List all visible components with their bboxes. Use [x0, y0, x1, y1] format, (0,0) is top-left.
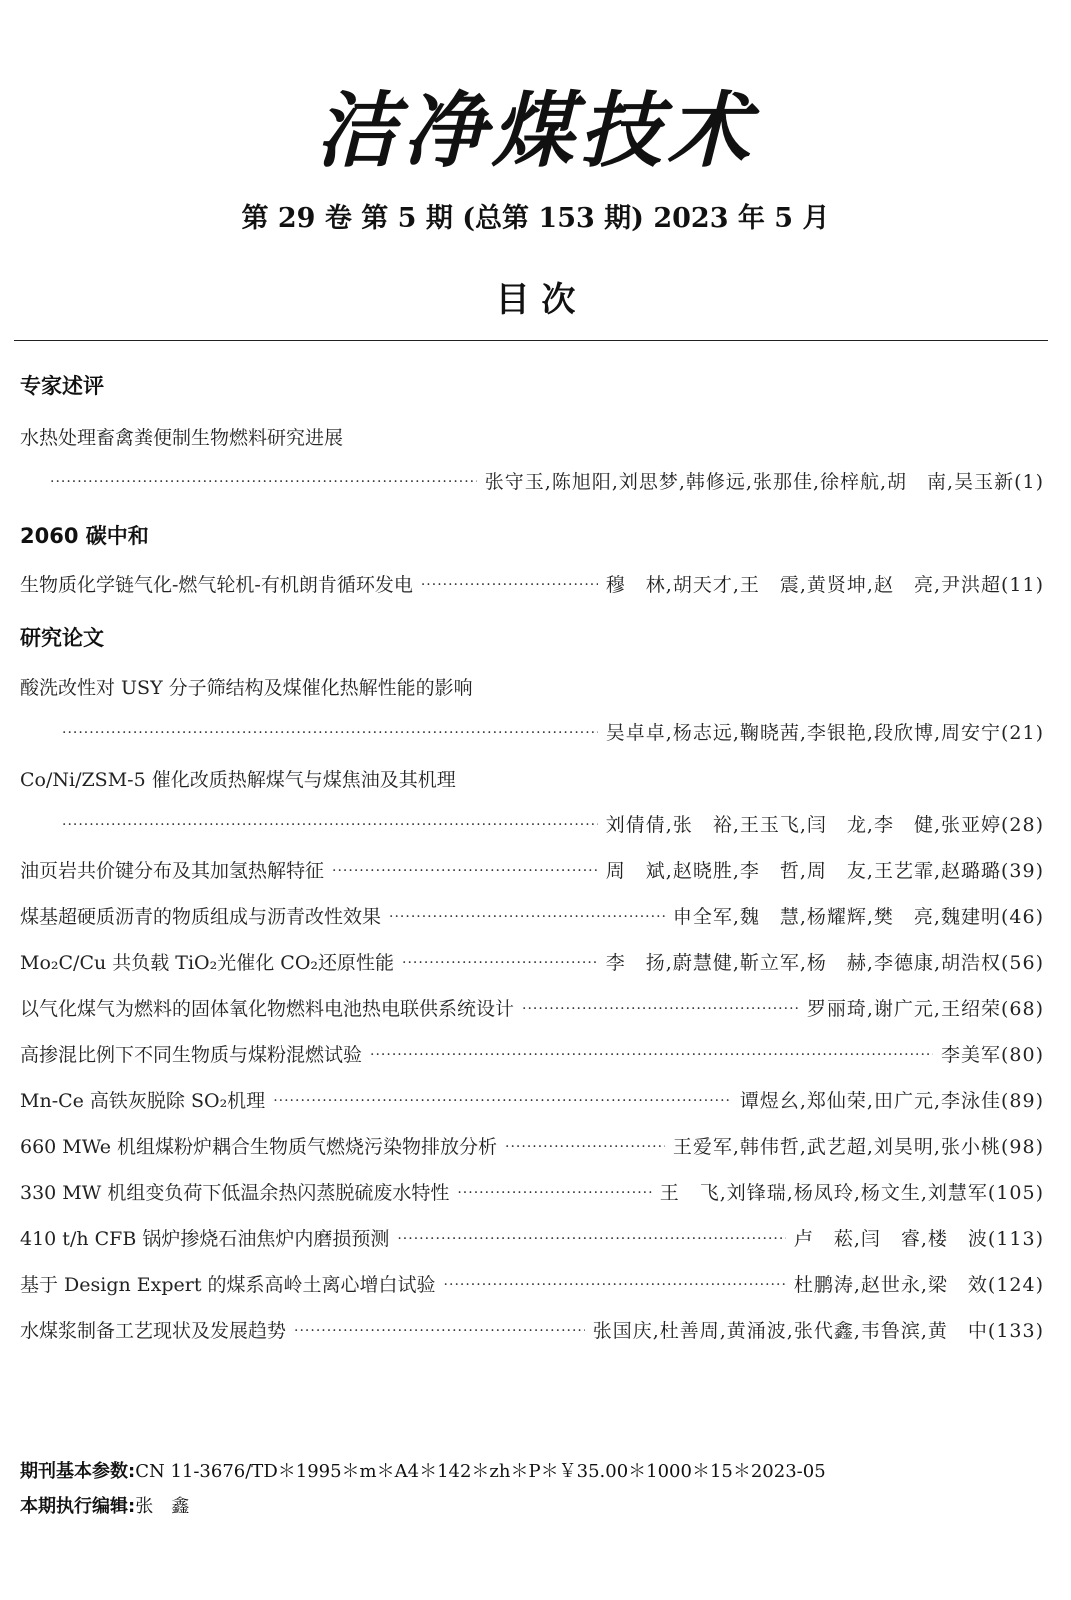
leader-dots [389, 909, 665, 925]
toc-entry-authors: 穆 林,胡天才,王 震,黄贤坤,赵 亮,尹洪超 [605, 574, 1001, 596]
toc-entry[interactable] [20, 902, 1044, 930]
toc-entry-title: Mn-Ce 高铁灰脱除 SO₂机理 [20, 1090, 266, 1112]
toc-entry-title: 660 MWe 机组煤粉炉耦合生物质气燃烧污染物排放分析 [20, 1136, 498, 1158]
leader-dots [62, 725, 598, 741]
leader-dots [370, 1047, 933, 1063]
toc-entry-page: (56) [1000, 952, 1044, 974]
toc-entry-authors: 杜鹏涛,赵世永,梁 效 [793, 1274, 988, 1296]
toc-entry[interactable] [20, 1040, 1044, 1068]
toc-entry-authors: 刘倩倩,张 裕,王玉飞,闫 龙,李 健,张亚婷 [605, 814, 1001, 836]
toc-title: 目 次 [495, 280, 576, 320]
leader-dots [505, 1139, 665, 1155]
toc-entry-page: (28) [1000, 814, 1044, 836]
leader-dots [50, 474, 477, 490]
toc-entry-page: (46) [1000, 906, 1044, 928]
leader-dots [62, 817, 598, 833]
issue-line: 第 29 卷 第 5 期 (总第 153 期) 2023 年 5 月 [241, 203, 830, 234]
executive-editor [20, 1492, 189, 1518]
toc-entry-title: Mo₂C/Cu 共负载 TiO₂光催化 CO₂还原性能 [20, 952, 395, 974]
toc-entry-page: (21) [1000, 722, 1044, 744]
toc-entry-title[interactable]: Co/Ni/ZSM-5 催化改质热解煤气与煤焦油及其机理 [20, 769, 456, 791]
toc-entry-page: (105) [987, 1182, 1044, 1204]
toc-entry[interactable] [20, 1224, 1044, 1252]
toc-entry-authors: 李美军 [940, 1044, 1001, 1066]
toc-entry[interactable] [20, 1178, 1044, 1206]
executive-editor-value: 张 鑫 [135, 1496, 190, 1517]
leader-dots [444, 1277, 786, 1293]
toc-entry-title: 高掺混比例下不同生物质与煤粉混燃试验 [20, 1044, 363, 1066]
toc-entry-authors: 吴卓卓,杨志远,鞠晓茜,李银艳,段欣博,周安宁 [605, 722, 1001, 744]
toc-entry-title[interactable]: 酸洗改性对 USY 分子筛结构及煤催化热解性能的影响 [20, 677, 473, 699]
toc-entry-page: (124) [987, 1274, 1044, 1296]
toc-entry-authors: 周 斌,赵晓胜,李 哲,周 友,王艺霏,赵璐璐 [605, 860, 1001, 882]
toc-entry[interactable] [50, 467, 1044, 495]
journal-title: 洁净煤技术 [315, 83, 756, 179]
toc-entry-title: 以气化煤气为燃料的固体氧化物燃料电池热电联供系统设计 [20, 998, 515, 1020]
leader-dots [421, 577, 598, 593]
toc-entry-title: 水煤浆制备工艺现状及发展趋势 [20, 1320, 287, 1342]
toc-entry[interactable] [50, 718, 1044, 746]
toc-entry-title: 410 t/h CFB 锅炉掺烧石油焦炉内磨损预测 [20, 1228, 390, 1250]
toc-entry-page: (133) [987, 1320, 1044, 1342]
toc-entry-authors: 申全军,魏 慧,杨耀辉,樊 亮,魏建明 [672, 906, 1001, 928]
toc-entry-title: 生物质化学链气化-燃气轮机-有机朗肯循环发电 [20, 574, 413, 596]
toc-entry-title[interactable]: 水热处理畜禽粪便制生物燃料研究进展 [20, 427, 344, 449]
toc-entry[interactable] [20, 948, 1044, 976]
toc-entry-title: 油页岩共价键分布及其加氢热解特征 [20, 860, 325, 882]
executive-editor-label: 本期执行编辑: [20, 1496, 136, 1517]
leader-dots [273, 1093, 732, 1109]
toc-entry-authors: 张国庆,杜善周,黄涌波,张代鑫,韦鲁滨,黄 中 [592, 1320, 988, 1342]
toc-entry-authors: 王 飞,刘锋瑞,杨凤玲,杨文生,刘慧军 [659, 1182, 988, 1204]
toc-entry[interactable] [20, 856, 1044, 884]
toc-entry-authors: 王爱军,韩伟哲,武艺超,刘昊明,张小桃 [672, 1136, 1001, 1158]
toc-entry-page: (113) [987, 1228, 1044, 1250]
leader-dots [457, 1185, 651, 1201]
toc-entry[interactable] [20, 1270, 1044, 1298]
toc-entry-page: (11) [1000, 574, 1044, 596]
section-heading: 研究论文 [20, 626, 104, 650]
toc-entry-page: (98) [1000, 1136, 1044, 1158]
journal-parameters-label: 期刊基本参数: [20, 1461, 136, 1482]
toc-entry-title: 基于 Design Expert 的煤系高岭土离心增白试验 [20, 1274, 436, 1296]
toc-entry-page: (80) [1000, 1044, 1044, 1066]
section-heading: 2060 碳中和 [20, 524, 149, 548]
toc-entry-title: 煤基超硬质沥青的物质组成与沥青改性效果 [20, 906, 382, 928]
toc-entry[interactable] [20, 994, 1044, 1022]
leader-dots [397, 1231, 785, 1247]
toc-entry-page: (68) [1000, 998, 1044, 1020]
leader-dots [294, 1323, 585, 1339]
toc-entry-authors: 张守玉,陈旭阳,刘思梦,韩修远,张那佳,徐梓航,胡 南,吴玉新 [484, 471, 1015, 493]
toc-entry-authors: 李 扬,蔚慧健,靳立军,杨 赫,李德康,胡浩权 [605, 952, 1001, 974]
toc-entry[interactable] [20, 1132, 1044, 1160]
leader-dots [402, 955, 598, 971]
header-divider [14, 340, 1048, 341]
journal-parameters [20, 1457, 826, 1483]
toc-entry[interactable] [20, 1316, 1044, 1344]
toc-entry-authors: 谭煜幺,郑仙荣,田广元,李泳佳 [739, 1090, 1001, 1112]
toc-entry-page: (1) [1014, 471, 1044, 493]
toc-entry-title: 330 MW 机组变负荷下低温余热闪蒸脱硫废水特性 [20, 1182, 450, 1204]
toc-entry-authors: 罗丽琦,谢广元,王绍荣 [806, 998, 1001, 1020]
leader-dots [332, 863, 598, 879]
toc-entry[interactable] [20, 570, 1044, 598]
leader-dots [522, 1001, 799, 1017]
toc-entry-authors: 卢 菘,闫 睿,楼 波 [793, 1228, 988, 1250]
toc-entry-page: (89) [1000, 1090, 1044, 1112]
toc-entry[interactable] [20, 1086, 1044, 1114]
section-heading: 专家述评 [20, 374, 104, 398]
toc-entry[interactable] [50, 810, 1044, 838]
toc-entry-page: (39) [1000, 860, 1044, 882]
journal-parameters-value: CN 11-3676/TD＊1995＊m＊A4＊142＊zh＊P＊￥35.00＊1000＊15＊2023-05 [135, 1461, 826, 1482]
